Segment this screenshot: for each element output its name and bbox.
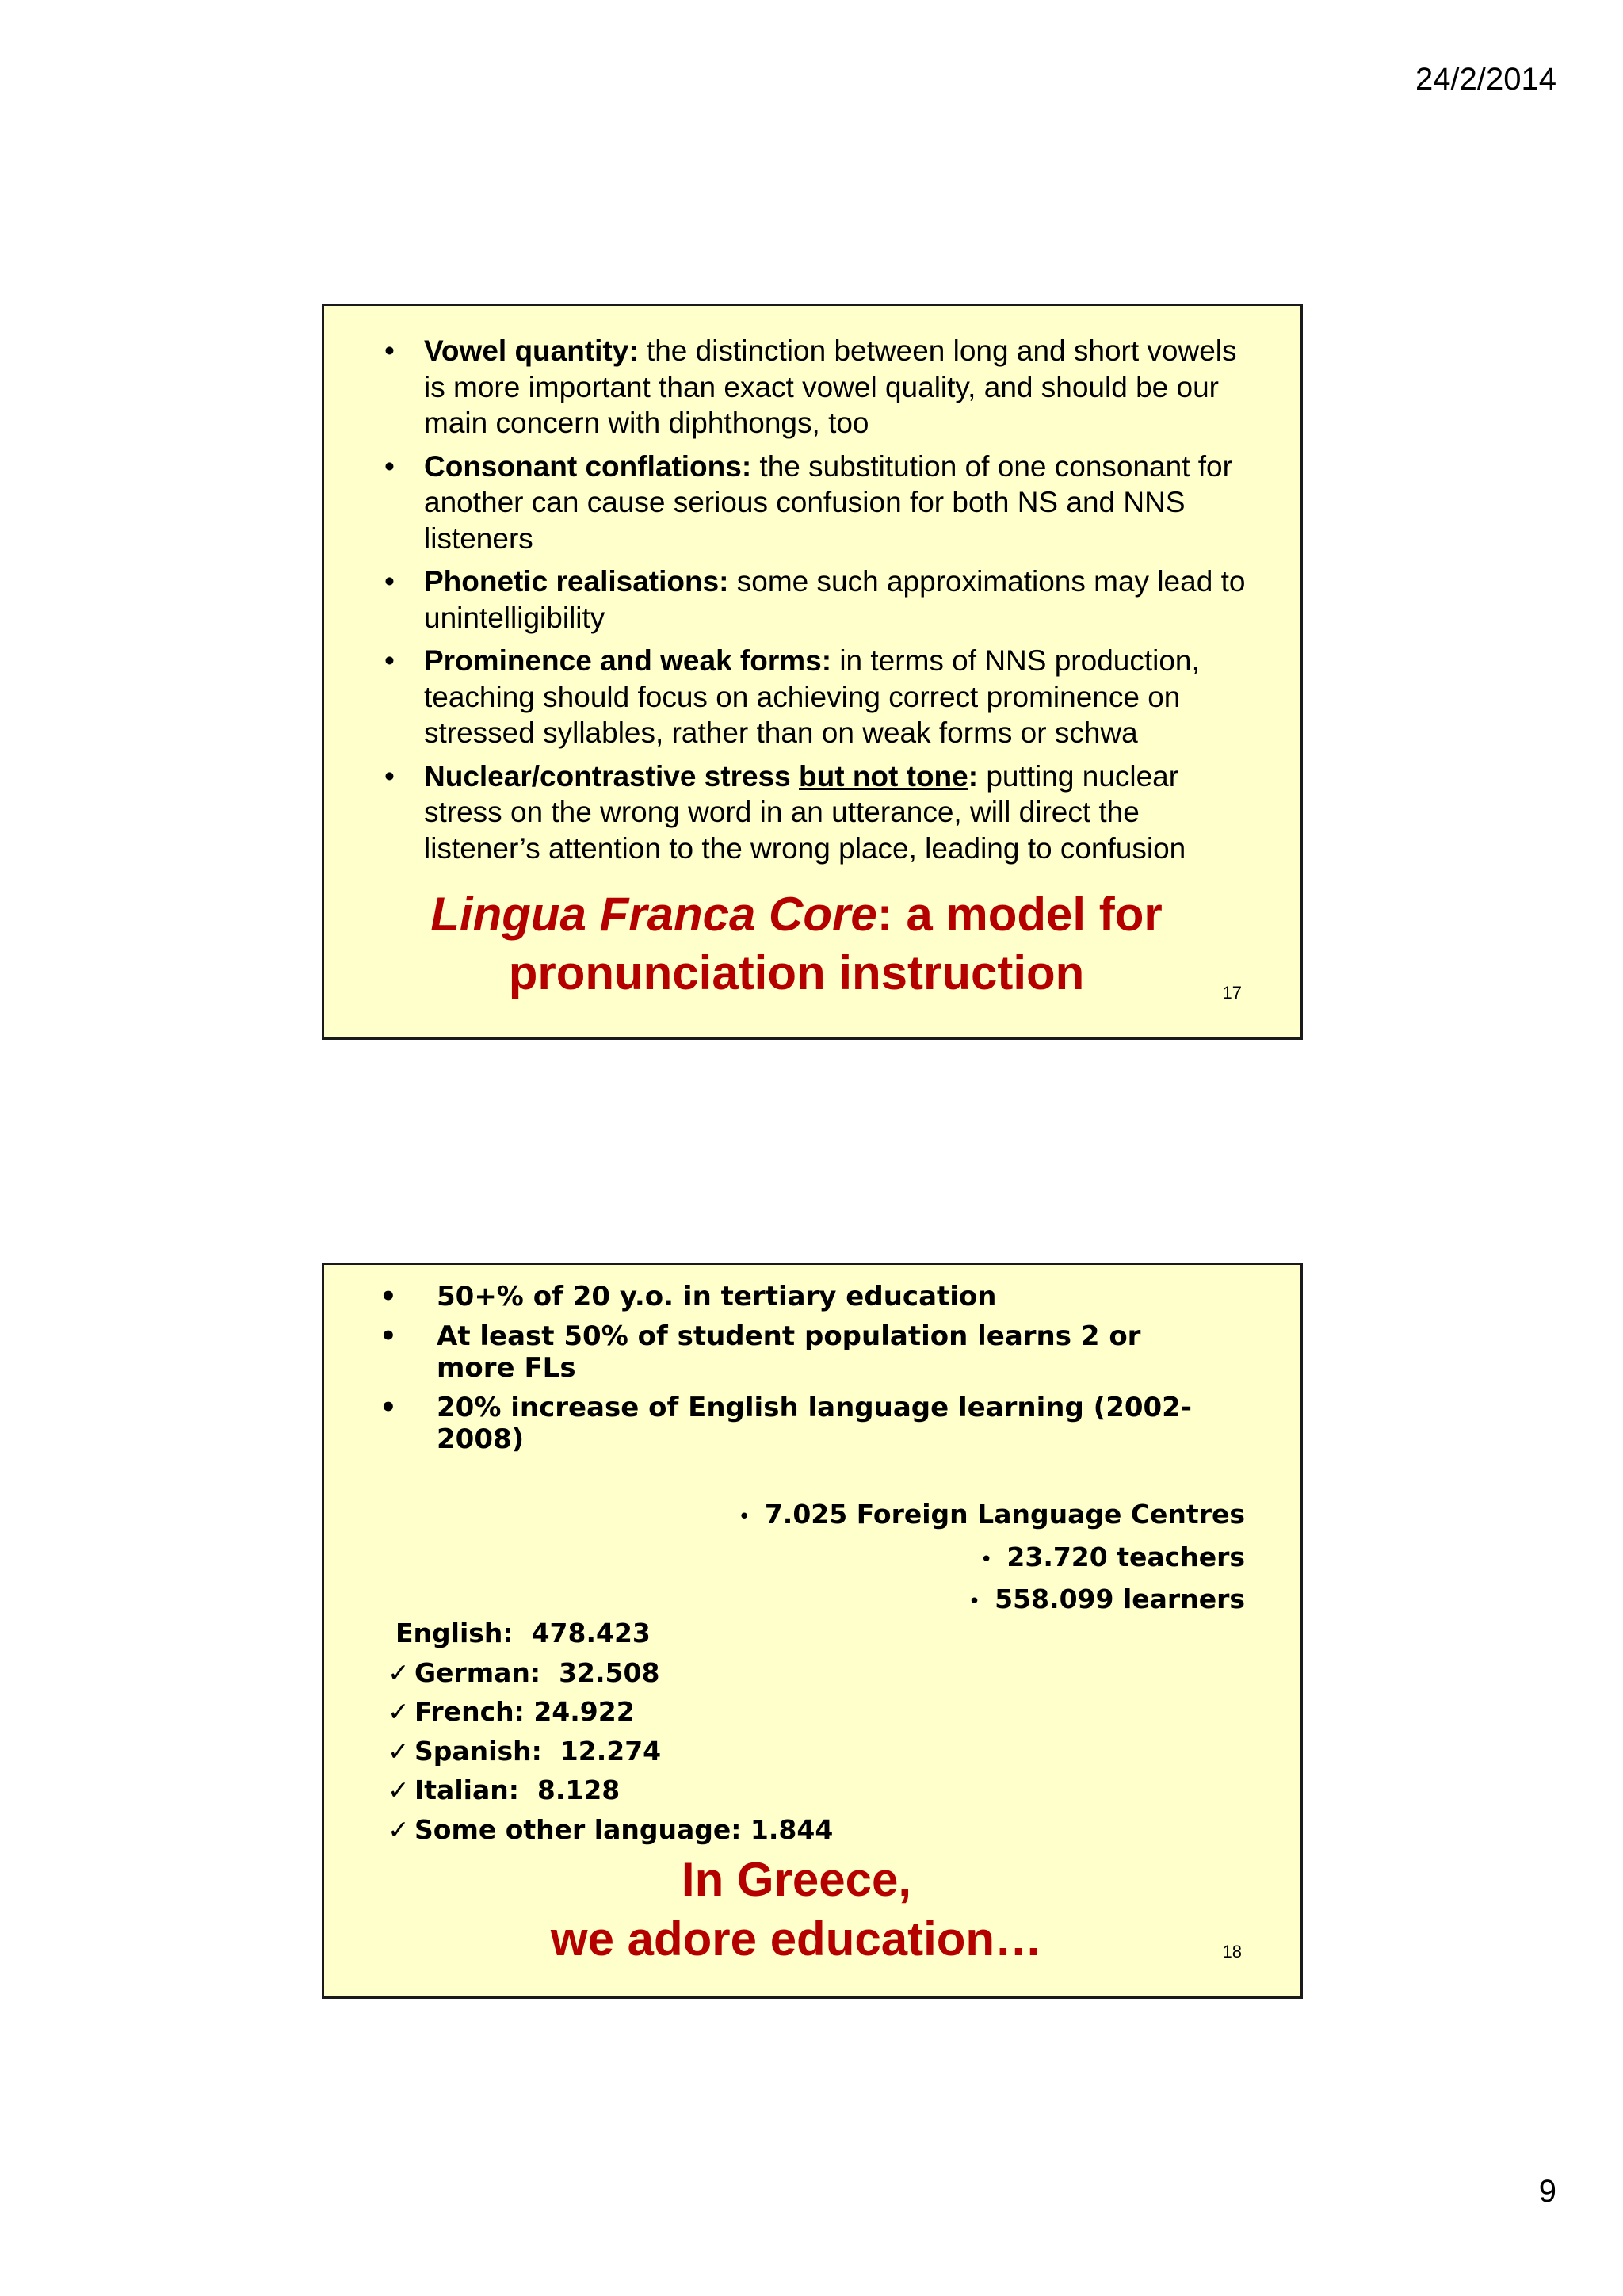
list-item bbox=[380, 1320, 1204, 1384]
checkmark-icon: ✓ bbox=[388, 1735, 410, 1767]
bullet-term: Consonant conflations: bbox=[424, 449, 752, 483]
slide-18-title bbox=[324, 1850, 1300, 1969]
bullet-term-underlined: but not tone bbox=[799, 759, 968, 793]
stat-text: 23.720 teachers bbox=[1006, 1541, 1245, 1572]
list-item bbox=[739, 1495, 1246, 1538]
list-item bbox=[388, 1810, 833, 1850]
bullet-icon: • bbox=[384, 565, 395, 598]
bullet-text: the substitution of one consonant for another can cause serious confusion for both NS and NNS listeners bbox=[424, 449, 1232, 555]
bullet-text: putting nuclear stress on the wrong word in an utterance, will direct the listener’s attention to the wrong place, leading to confusion bbox=[424, 759, 1186, 865]
list-item bbox=[378, 333, 1250, 441]
bullet-icon: • bbox=[968, 1590, 981, 1614]
list-item bbox=[388, 1614, 833, 1653]
slide-number: 18 bbox=[1222, 1942, 1242, 1962]
bullet-term: Vowel quantity: bbox=[424, 334, 639, 367]
slide-17-title-line2: pronunciation instruction bbox=[508, 946, 1085, 999]
language-text: German: 32.508 bbox=[414, 1656, 660, 1688]
slide-17-bullet-list bbox=[378, 333, 1250, 873]
bullet-text: 50+% of 20 y.o. in tertiary education bbox=[437, 1281, 997, 1312]
bullet-icon: • bbox=[384, 334, 395, 367]
list-item bbox=[388, 1771, 833, 1810]
checkmark-icon: ✓ bbox=[388, 1813, 410, 1845]
bullet-icon: • bbox=[384, 759, 395, 793]
checkmark-icon: ✓ bbox=[388, 1696, 410, 1727]
page-number: 9 bbox=[1538, 2174, 1556, 2209]
bullet-icon: • bbox=[380, 1392, 397, 1423]
bullet-icon: • bbox=[738, 1505, 750, 1529]
stats-list bbox=[739, 1495, 1246, 1622]
slide-17-title-italic: Lingua Franca Core bbox=[430, 888, 877, 941]
slide-17 bbox=[322, 304, 1303, 1040]
list-item bbox=[388, 1653, 833, 1693]
slide-18-title-line2: we adore education… bbox=[550, 1912, 1043, 1966]
slide-18-title-line1: In Greece, bbox=[681, 1853, 912, 1906]
bullet-icon: • bbox=[380, 1320, 397, 1352]
stat-text: 7.025 Foreign Language Centres bbox=[764, 1499, 1245, 1530]
bullet-text: some such approximations may lead to unintelligibility bbox=[424, 565, 1246, 634]
list-item bbox=[739, 1538, 1246, 1580]
language-text: English: 478.423 bbox=[395, 1618, 651, 1648]
list-item bbox=[380, 1281, 1204, 1312]
bullet-icon: • bbox=[384, 449, 395, 483]
bullet-term-end: : bbox=[968, 759, 979, 793]
slide-17-title bbox=[324, 885, 1300, 1003]
slide-number: 17 bbox=[1222, 983, 1242, 1003]
list-item bbox=[378, 758, 1250, 867]
bullet-icon: • bbox=[384, 644, 395, 677]
language-text: Spanish: 12.274 bbox=[414, 1735, 662, 1767]
list-item bbox=[378, 563, 1250, 636]
bullet-text: in terms of NNS production, teaching should focus on achieving correct prominence on stressed syllables, rather than on weak forms or schwa bbox=[424, 644, 1200, 749]
list-item bbox=[380, 1392, 1204, 1455]
list-item bbox=[378, 643, 1250, 751]
bullet-term: Nuclear/contrastive stress bbox=[424, 759, 800, 793]
bullet-term: Phonetic realisations: bbox=[424, 565, 729, 598]
list-item bbox=[378, 449, 1250, 557]
slide-18-bullet-list bbox=[380, 1281, 1204, 1463]
slide-17-title-rest: : a model for bbox=[876, 888, 1163, 941]
bullet-icon: • bbox=[380, 1281, 397, 1312]
language-text: French: 24.922 bbox=[414, 1696, 635, 1727]
list-item bbox=[388, 1692, 833, 1732]
bullet-term: Prominence and weak forms: bbox=[424, 644, 832, 677]
checkmark-icon: ✓ bbox=[388, 1775, 410, 1805]
language-text: Some other language: 1.844 bbox=[414, 1813, 834, 1845]
page-date: 24/2/2014 bbox=[1415, 62, 1556, 97]
bullet-text: the distinction between long and short vowels is more important than exact vowel quality, and should be our main concern with diphthongs, too bbox=[424, 334, 1237, 439]
languages-list bbox=[388, 1614, 833, 1849]
language-text: Italian: 8.128 bbox=[414, 1775, 621, 1805]
checkmark-icon: ✓ bbox=[388, 1656, 410, 1688]
list-item bbox=[388, 1732, 833, 1771]
slide-18 bbox=[322, 1263, 1303, 1999]
bullet-text: 20% increase of English language learning (2002-2008) bbox=[437, 1392, 1192, 1455]
stat-text: 558.099 learners bbox=[995, 1584, 1245, 1614]
bullet-icon: • bbox=[980, 1547, 993, 1572]
bullet-text: At least 50% of student population learns 2 or more FLs bbox=[437, 1320, 1141, 1384]
